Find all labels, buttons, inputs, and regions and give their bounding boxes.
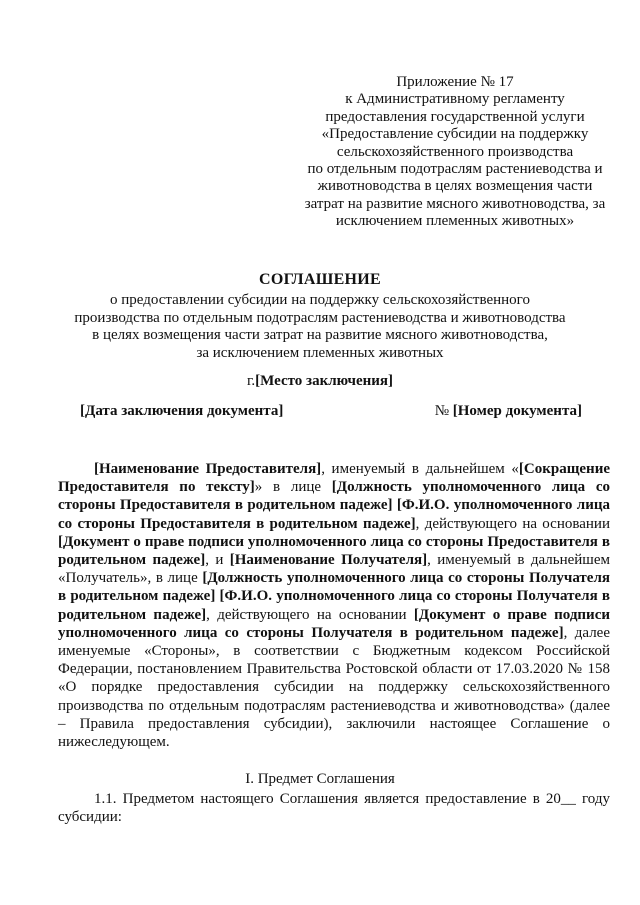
appendix-line: исключением племенных животных»: [335, 213, 575, 230]
grantor-short-name: [Сокращение Предоставителя по тексту]: [58, 461, 610, 496]
preamble-text: , и: [205, 552, 230, 569]
preamble-text: , действующего на основании: [415, 515, 610, 532]
grantor-name: [Наименование Предоставителя]: [94, 461, 322, 477]
grantor-authority-document: [Документ о праве подписи уполномоченного лица со стороны Предоставителя в родительном падеже]: [58, 533, 610, 569]
grantor-representative: [Должность уполномоченного лица со стороны Предоставителя в родительном падеже] [Ф.И.О. уполномоченного лица со стороны Предоставителя в родительном падеже]: [58, 479, 611, 532]
place-prefix: г.: [246, 373, 256, 389]
document-title: СОГЛАШЕНИЕ: [258, 271, 382, 288]
recipient-name: [Наименование Получателя]: [229, 552, 428, 569]
place-of-conclusion: [0, 373, 640, 390]
appendix-header: [290, 74, 620, 231]
document-number: [435, 403, 582, 420]
preamble-text: , далее именуемые «Стороны», в соответствии с Бюджетным кодексом Российской Федерации, постановлением Правительства Ростовской области от 17.03.2020 № 158 «О порядке предоставления субсидии на поддержку сельскохозяйственного производства по отдельным подотраслям растениеводства и животноводства» (далее – Правила предоставления субсидии), заключили настоящее Соглашение о нижеследующем.: [58, 624, 610, 751]
clause-text: 1.1. Предметом настоящего Соглашения является предоставление в 20__ году субсидии:: [58, 791, 610, 826]
appendix-line: Приложение № 17: [396, 74, 514, 90]
preamble-paragraph: [58, 460, 610, 751]
place-value: [Место заключения]: [255, 373, 394, 389]
subtitle-line: за исключением племенных животных: [196, 344, 444, 361]
appendix-line: животноводства в целях возмещения части: [317, 178, 593, 195]
appendix-line: сельскохозяйственного производства: [336, 143, 574, 160]
preamble-text: , именуемый в дальнейшем «Получатель», в лице: [58, 552, 610, 587]
appendix-line: к Административному регламенту: [345, 91, 565, 108]
appendix-line: по отдельным подотраслям растениеводства и: [307, 161, 603, 178]
number-value: [Номер документа]: [452, 403, 582, 419]
preamble-text: , действующего на основании: [206, 606, 414, 623]
subtitle-line: в целях возмещения части затрат на развитие мясного животноводства,: [92, 327, 548, 344]
preamble-text: , именуемый в дальнейшем «: [321, 461, 519, 477]
preamble-text: » в лице: [254, 479, 332, 496]
number-prefix: №: [434, 403, 453, 419]
appendix-line: затрат на развитие мясного животноводства, за: [304, 195, 606, 212]
recipient-authority-document: [Документ о праве подписи уполномоченного лица со стороны Получателя в родительном падеже]: [58, 606, 610, 641]
appendix-line: предоставления государственной услуги: [325, 108, 585, 125]
preamble: [58, 460, 610, 751]
clause-1-1: [58, 790, 610, 826]
recipient-representative: [Должность уполномоченного лица со стороны Получателя в родительном падеже] [Ф.И.О. уполномоченного лица со стороны Получателя в родительном падеже]: [58, 570, 610, 623]
document-date: [Дата заключения документа]: [80, 403, 284, 419]
section-heading: I. Предмет Соглашения: [245, 771, 395, 787]
appendix-line: «Предоставление субсидии на поддержку: [321, 126, 589, 143]
subtitle-line: о предоставлении субсидии на поддержку сельскохозяйственного: [110, 292, 530, 308]
document-subtitle: [40, 292, 600, 362]
subtitle-line: производства по отдельным подотраслям растениеводства и животноводства: [74, 309, 566, 326]
